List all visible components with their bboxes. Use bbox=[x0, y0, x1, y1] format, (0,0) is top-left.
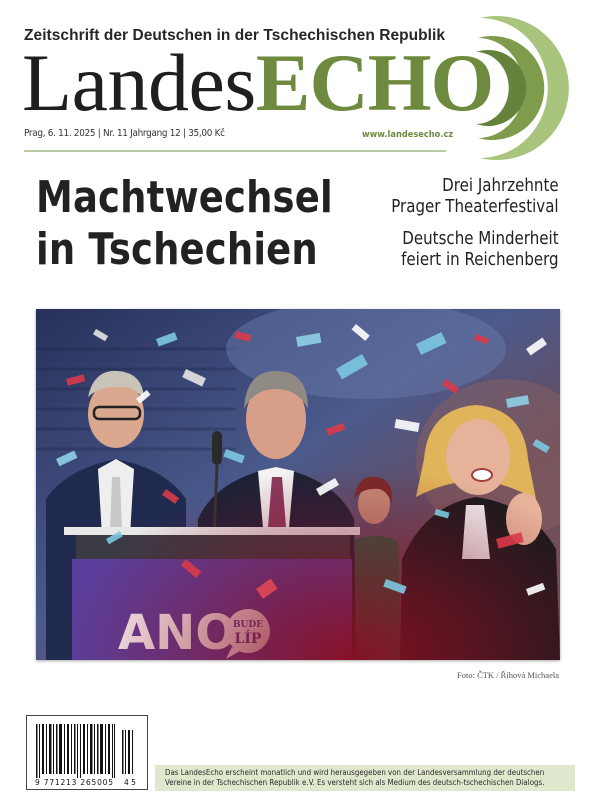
barcode bbox=[26, 715, 148, 790]
masthead-landes: Landes bbox=[22, 37, 256, 128]
side-headline-theater bbox=[392, 176, 559, 218]
side-headline-minority bbox=[392, 229, 559, 271]
header-divider bbox=[24, 150, 446, 152]
photo-credit: Foto: ČTK / Říhová Michaela bbox=[457, 670, 559, 680]
issue-info: Prag, 6. 11. 2025 | Nr. 11 Jahrgang 12 | 35,00 Kč bbox=[24, 128, 225, 139]
masthead-echo: ECHO bbox=[255, 37, 494, 128]
barcode-addon: 4 5 bbox=[124, 778, 136, 787]
publisher-info-line2: Vereine in der Tschechischen Republik e.V. Es versteht sich als Medium des deutsch-tschechischen Dialogs. bbox=[165, 778, 545, 787]
side-headline-text: Deutsche Minderheit bbox=[402, 229, 559, 249]
publisher-info-line1: Das LandesEcho erscheint monatlich und wird herausgegeben von der Landesversammlung der deutschen bbox=[165, 768, 545, 777]
cover-photo bbox=[36, 309, 560, 660]
tagline: Zeitschrift der Deutschen in der Tschechischen Republik bbox=[24, 27, 446, 44]
side-headlines bbox=[392, 176, 559, 282]
side-headline-text: feiert in Reichenberg bbox=[401, 250, 559, 270]
side-headline-text: Drei Jahrzehnte bbox=[442, 176, 559, 196]
side-headline-text: Prager Theaterfestival bbox=[391, 197, 559, 217]
main-headline bbox=[36, 172, 333, 276]
main-headline-line1: Machtwechsel bbox=[36, 172, 333, 223]
website-link[interactable]: www.landesecho.cz bbox=[362, 129, 454, 140]
echo-rings-icon bbox=[440, 8, 590, 168]
barcode-number: 9 771213 265005 bbox=[35, 778, 114, 787]
masthead-title bbox=[22, 38, 493, 128]
publisher-info bbox=[155, 765, 575, 791]
main-headline-line2: in Tschechien bbox=[36, 224, 318, 275]
